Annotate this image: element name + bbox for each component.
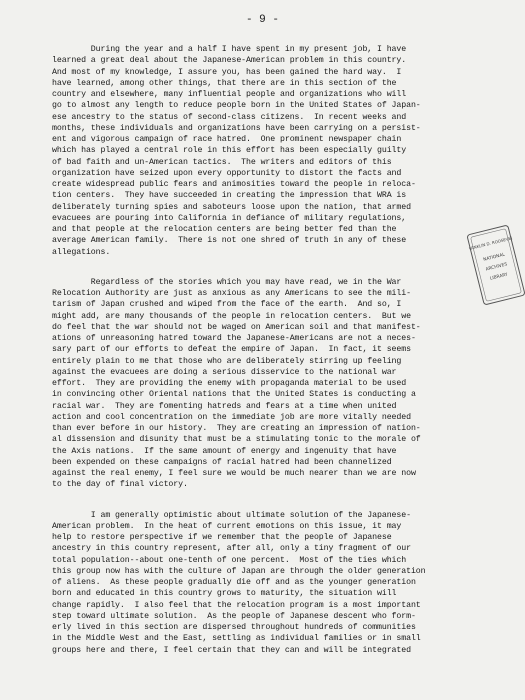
text-line: might add, are many thousands of the people in relocation centers. But we: [52, 311, 411, 321]
text-line: months, these individuals and organizations have been carrying on a persist-: [52, 123, 421, 133]
text-line: I am generally optimistic about ultimate solution of the Japanese-: [52, 510, 411, 520]
paragraph-1: [52, 44, 482, 258]
text-line: in the Middle West and the East, settling as individual families or in small: [52, 634, 421, 644]
text-line: al dissension and disunity that must be a stimulating tonic to the morale of: [52, 435, 421, 445]
text-line: evacuees are pouring into California in defiance of military regulations,: [52, 213, 407, 223]
text-line: been expended on these campaigns of racial hatred had been channelized: [52, 457, 392, 467]
text-line: to the day of final victory.: [52, 480, 188, 490]
text-line: deliberately turning spies and saboteurs loose upon the nation, that armed: [52, 202, 411, 212]
text-line: Relocation Authority are just as anxious as any Americans to see the mili-: [52, 289, 411, 298]
text-line: ent and vigorous campaign of race hatred. One prominent newspaper chain: [52, 135, 402, 144]
text-line: country and elsewhere, many influential people and organizations who will: [52, 90, 407, 99]
text-line: racial war. They are fomenting hatreds and fears at a time when united: [52, 401, 397, 411]
text-line: of bad faith and un-American tactics. The writers and editors of this: [52, 157, 392, 167]
text-line: effort. They are providing the enemy with propaganda material to be used: [52, 379, 407, 388]
text-line: And most of my knowledge, I assure you, has been gained the hard way. I: [52, 67, 402, 77]
text-line: against the evacuees are doing a serious disservice to the national war: [52, 367, 397, 377]
text-line: which has played a central role in this effort has been especially guilty: [52, 146, 407, 156]
text-line: than ever before in our history. They are creating an impression of nation-: [52, 424, 421, 433]
text-line: tarism of Japan crushed and wiped from the face of the earth. And so, I: [52, 300, 402, 310]
text-line: ancestry in this country represent, after all, only a tiny fragment of our: [52, 544, 411, 554]
text-line: average American family. There is not one shred of truth in any of these: [52, 236, 407, 246]
document-body: [52, 44, 482, 675]
text-line: go to almost any length to reduce people born in the United States of Japan-: [52, 101, 421, 111]
text-line: ese ancestry to the status of second-class citizens. In recent weeks and: [52, 112, 407, 122]
text-line: ations of unreasoning hatred toward the Japanese-Americans are not a neces-: [52, 334, 416, 343]
text-line: in convincing other Oriental nations that the United States is conducting a: [52, 390, 416, 400]
text-line: allegations.: [52, 247, 111, 257]
stamp-line-1: FRANKLIN D. ROOSEVELT: [465, 234, 516, 252]
text-line: tion centers. They have succeeded in creating the impression that WRA is: [52, 191, 407, 201]
text-line: groups here and there, I feel certain that they can and will be integrated: [52, 645, 411, 655]
stamp-line-2: NATIONAL: [482, 252, 506, 263]
text-line: have learned, among other things, that there are in this section of the: [52, 78, 397, 88]
text-line: total population--about one-tenth of one percent. Most of the ties which: [52, 555, 407, 565]
text-line: against the real enemy, I feel sure we would be much nearer than we are now: [52, 469, 416, 478]
text-line: learned a great deal about the Japanese-American problem in this country.: [52, 56, 407, 66]
text-line: entirely plain to me that those who are deliberately stirring up feeling: [52, 356, 402, 366]
text-line: change rapidly. I also feel that the relocation program is a most important: [52, 600, 421, 610]
text-line: of aliens. As these people gradually die off and as the younger generation: [52, 578, 416, 587]
text-line: this group now has with the culture of Japan are through the older generation: [52, 566, 426, 576]
text-line: help to restore perspective if we remember that the people of Japanese: [52, 533, 392, 542]
text-line: American problem. In the heat of current emotions on this issue, it may: [52, 521, 402, 531]
text-line: do feel that the war should not be waged on American soil and that manifest-: [52, 322, 421, 332]
text-line: erly lived in this section are dispersed throughout hundreds of communities: [52, 623, 416, 632]
paragraph-3: [52, 510, 482, 656]
text-line: step toward ultimate solution. As the people of Japanese descent who form-: [52, 611, 416, 621]
text-line: sary part of our efforts to defeat the empire of Japan. In fact, it seems: [52, 345, 411, 355]
page-number: - 9 -: [245, 14, 279, 26]
text-line: and that people at the relocation centers are being better fed than the: [52, 225, 397, 234]
text-line: the Axis nations. If the same amount of energy and ingenuity that have: [52, 446, 397, 456]
text-line: organization have seized upon every opportunity to distort the facts and: [52, 168, 402, 178]
text-line: action and cool concentration on the immediate job are more vitally needed: [52, 412, 411, 422]
text-line: Regardless of the stories which you may have read, we in the War: [52, 277, 402, 287]
text-line: born and educated in this country grows to maturity, the situation will: [52, 589, 397, 599]
text-line: create widespread public fears and animosities toward the people in reloca-: [52, 180, 416, 189]
stamp-line-4: LIBRARY: [489, 272, 509, 282]
paragraph-2: [52, 277, 482, 491]
text-line: During the year and a half I have spent in my present job, I have: [52, 45, 407, 54]
stamp-line-3: ARCHIVES: [485, 262, 508, 273]
